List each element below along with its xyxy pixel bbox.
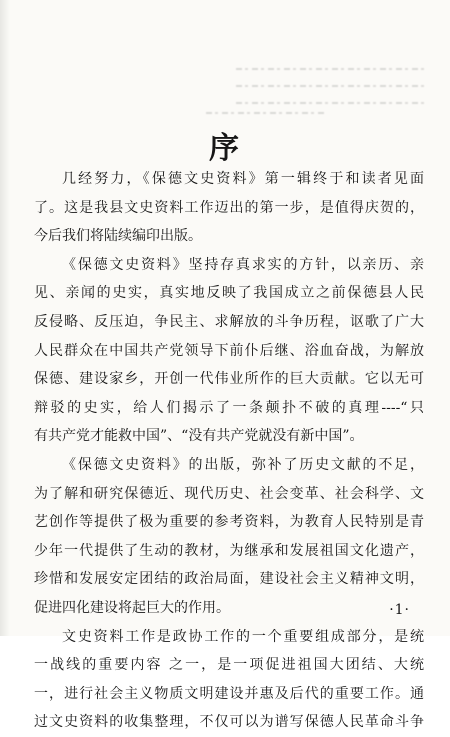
paragraph-3 xyxy=(34,451,424,623)
text-line: 《保德文史资料》的出版，弥补了历史文献的不足， xyxy=(62,456,424,473)
text-line: 为了解和研究保德近、现代历史、社会变革、社会科学、文 xyxy=(34,485,424,502)
text-line: 促进四化建设将起巨大的作用。 xyxy=(34,599,230,616)
paragraph-2 xyxy=(34,251,424,451)
text-line: 少年一代提供了生动的教材，为继承和发展祖国文化遗产， xyxy=(34,542,424,559)
text-line: 过文史资料的收集整理，不仅可以为谱写保德人民革命斗争 xyxy=(34,714,424,731)
text-line: 辩驳的史实，给人们揭示了一条颠扑不破的真理----“只 xyxy=(34,399,424,416)
text-line: 《保德文史资料》坚持存真求实的方针，以亲历、亲 xyxy=(62,256,424,273)
paragraph-1 xyxy=(34,165,424,251)
text-line: 保德、建设家乡，开创一代伟业所作的巨大贡献。它以无可 xyxy=(34,371,424,388)
page-title: 序 xyxy=(209,131,241,166)
page-number: ·1· xyxy=(389,602,410,618)
preface-body xyxy=(34,165,424,737)
text-line: 见、亲闻的史实，真实地反映了我国成立之前保德县人民 xyxy=(34,285,424,302)
text-line: 文史资料工作是政协工作的一个重要组成部分，是统 xyxy=(62,628,424,645)
text-line: 一，进行社会主义物质文明建设并惠及后代的重要工作。通 xyxy=(34,685,424,702)
text-line: 人民群众在中国共产党领导下前仆后继、浴血奋战，为解放 xyxy=(34,342,424,359)
text-line: 反侵略、反压迫，争民主、求解放的斗争历程，讴歌了广大 xyxy=(34,313,424,330)
text-line: 几经努力，《保德文史资料》第一辑终于和读者见面 xyxy=(62,171,424,187)
text-line: 珍惜和发展安定团结的政治局面，建设社会主义精神文明， xyxy=(34,571,424,588)
text-line: 有共产党才能救中国”、“没有共产党就没有新中国”。 xyxy=(34,428,364,445)
show-through-text xyxy=(0,0,450,118)
paragraph-4 xyxy=(34,623,424,737)
text-line: 今后我们将陆续编印出版。 xyxy=(34,228,202,245)
text-line: 了。这是我县文史资料工作迈出的第一步，是值得庆贺的， xyxy=(34,199,424,216)
text-line: 一战线的重要内容 之一，是一项促进祖国大团结、大统 xyxy=(34,657,424,674)
text-line: 艺创作等提供了极为重要的参考资料，为教育人民特别是青 xyxy=(34,514,424,531)
